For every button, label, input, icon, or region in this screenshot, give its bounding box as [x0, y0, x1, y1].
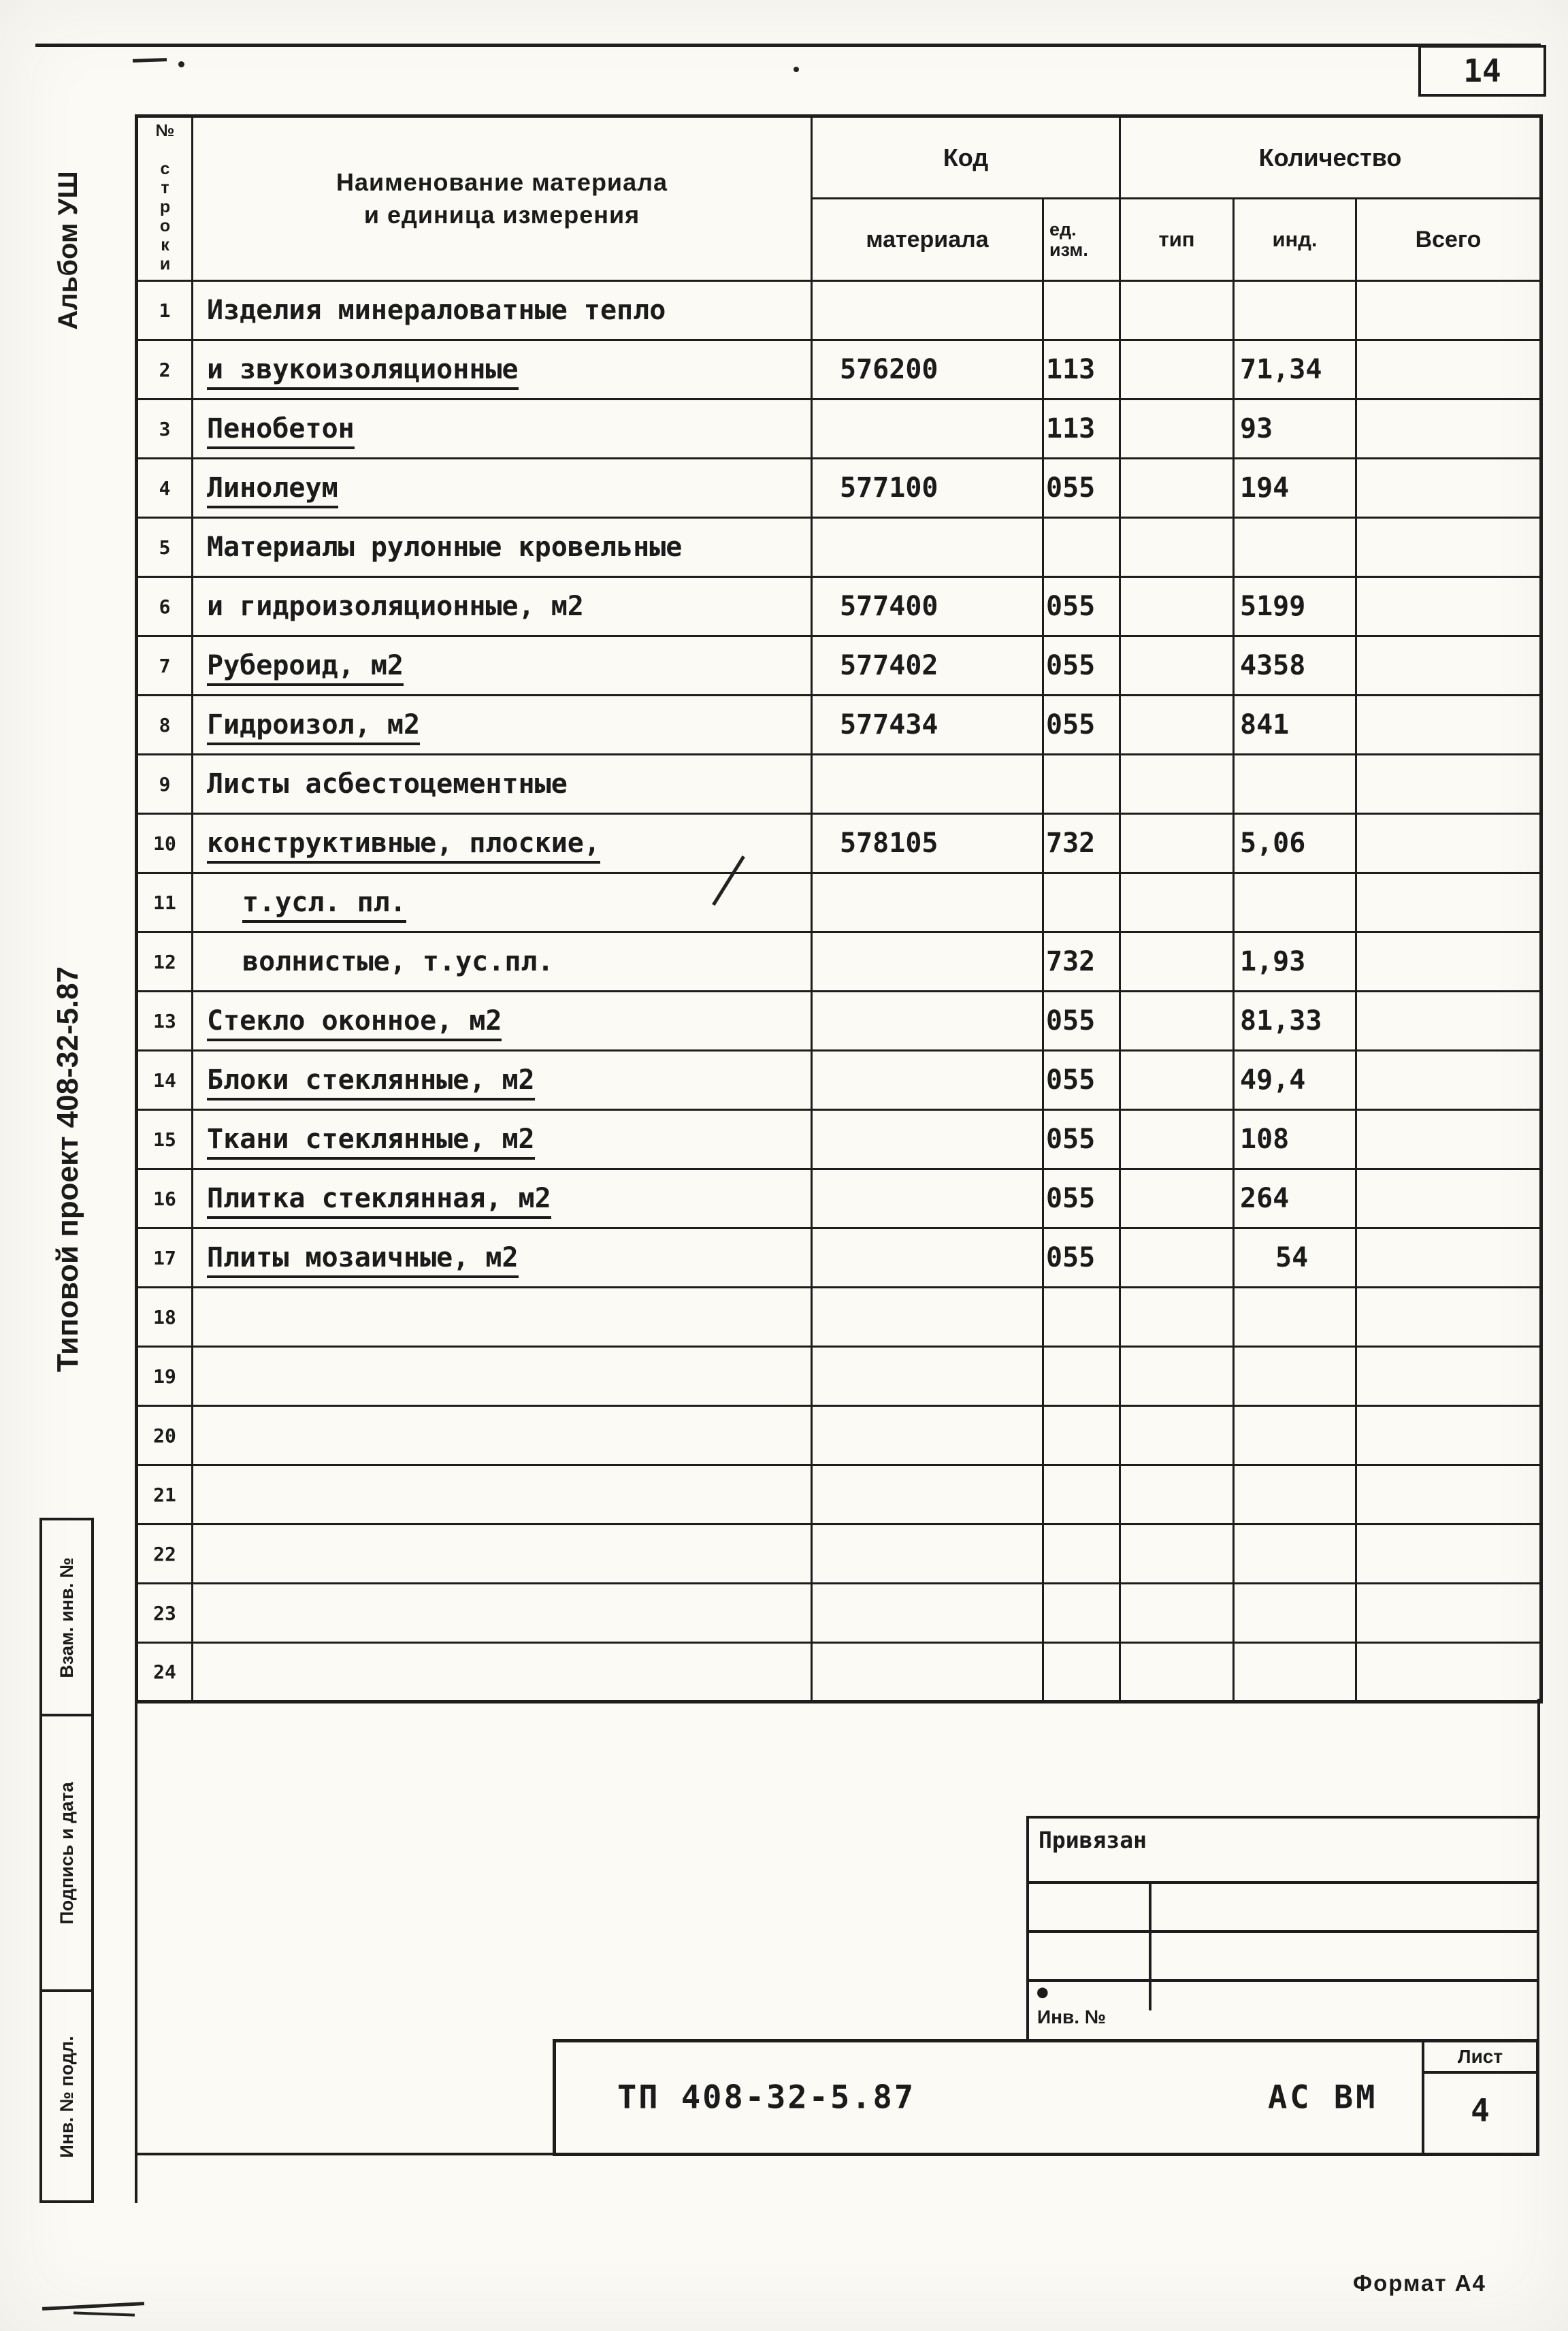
inv-no-label: Инв. № — [1037, 2006, 1107, 2027]
material-code — [812, 873, 1043, 932]
unit-code: 055 — [1043, 1228, 1120, 1288]
row-number: 14 — [137, 1051, 193, 1110]
row-number: 9 — [137, 755, 193, 814]
qty-total — [1356, 400, 1541, 459]
qty-ind: 4358 — [1234, 636, 1356, 696]
frame-line-left — [135, 1699, 137, 2203]
qty-type — [1120, 873, 1234, 932]
row-number: 17 — [137, 1228, 193, 1288]
material-name — [193, 1406, 812, 1465]
unit-code: 732 — [1043, 814, 1120, 873]
material-name-header — [193, 116, 812, 281]
material-name: Стекло оконное, м2 — [193, 992, 812, 1051]
row-number: 6 — [137, 577, 193, 636]
row-number-header-label: № строки — [155, 120, 175, 274]
qty-ind — [1234, 1465, 1356, 1525]
attachment-block — [1026, 1816, 1539, 2042]
row-number: 1 — [137, 281, 193, 340]
qty-ind — [1234, 1584, 1356, 1643]
qty-ind: 71,34 — [1234, 340, 1356, 400]
qty-type — [1120, 1643, 1234, 1702]
material-name: Листы асбестоцементные — [193, 755, 812, 814]
qty-total — [1356, 518, 1541, 577]
side-label-inv-podl: Инв. № подл. — [56, 2036, 77, 2158]
row-number: 11 — [137, 873, 193, 932]
qty-ind: 841 — [1234, 696, 1356, 755]
unit-code — [1043, 1525, 1120, 1584]
qty-total — [1356, 814, 1541, 873]
qty-type — [1120, 281, 1234, 340]
unit-code — [1043, 1347, 1120, 1406]
qty-ind — [1234, 1288, 1356, 1347]
qty-type — [1120, 814, 1234, 873]
attachment-divider — [1149, 1982, 1152, 2010]
qty-type — [1120, 518, 1234, 577]
row-number: 20 — [137, 1406, 193, 1465]
unit-code — [1043, 1643, 1120, 1702]
material-code — [812, 400, 1043, 459]
unit-code — [1043, 1584, 1120, 1643]
qty-ind — [1234, 518, 1356, 577]
qty-type — [1120, 755, 1234, 814]
material-code: 577400 — [812, 577, 1043, 636]
qty-total — [1356, 459, 1541, 518]
qty-type — [1120, 1406, 1234, 1465]
unit-code: 732 — [1043, 932, 1120, 992]
qty-total — [1356, 577, 1541, 636]
qty-type — [1120, 932, 1234, 992]
table-row — [137, 1169, 1541, 1228]
table-row — [137, 636, 1541, 696]
row-number: 18 — [137, 1288, 193, 1347]
qty-total — [1356, 755, 1541, 814]
qty-total-header: Всего — [1356, 199, 1541, 281]
material-code — [812, 755, 1043, 814]
qty-total — [1356, 636, 1541, 696]
qty-total — [1356, 1465, 1541, 1525]
material-name-header-line1: Наименование материала — [336, 168, 668, 196]
unit-code — [1043, 1288, 1120, 1347]
table-row — [137, 1584, 1541, 1643]
table-row — [137, 1110, 1541, 1169]
materials-table — [135, 114, 1543, 1704]
material-name — [193, 1643, 812, 1702]
material-name: Пенобетон — [193, 400, 812, 459]
qty-type — [1120, 340, 1234, 400]
material-name — [193, 1347, 812, 1406]
table-row — [137, 340, 1541, 400]
qty-total — [1356, 992, 1541, 1051]
material-code — [812, 1288, 1043, 1347]
material-code: 576200 — [812, 340, 1043, 400]
material-name: Материалы рулонные кровельные — [193, 518, 812, 577]
qty-ind — [1234, 1643, 1356, 1702]
row-number: 16 — [137, 1169, 193, 1228]
qty-ind: 1,93 — [1234, 932, 1356, 992]
attachment-empty-row — [1029, 1884, 1537, 1933]
row-number: 5 — [137, 518, 193, 577]
material-name: и гидроизоляционные, м2 — [193, 577, 812, 636]
qty-ind: 81,33 — [1234, 992, 1356, 1051]
unit-code: 113 — [1043, 340, 1120, 400]
unit-code — [1043, 755, 1120, 814]
row-number-header — [137, 116, 193, 281]
album-label: Альбом УШ — [52, 171, 83, 330]
table-row — [137, 459, 1541, 518]
qty-ind: 93 — [1234, 400, 1356, 459]
qty-ind — [1234, 281, 1356, 340]
table-row — [137, 1051, 1541, 1110]
unit-code: 055 — [1043, 1110, 1120, 1169]
table-row — [137, 1347, 1541, 1406]
bullet-mark: ● — [1037, 1982, 1048, 2002]
material-code — [812, 1584, 1043, 1643]
row-number: 7 — [137, 636, 193, 696]
qty-type — [1120, 1051, 1234, 1110]
table-row — [137, 1525, 1541, 1584]
qty-total — [1356, 696, 1541, 755]
qty-type — [1120, 1228, 1234, 1288]
material-code — [812, 1169, 1043, 1228]
qty-ind — [1234, 755, 1356, 814]
material-code — [812, 1525, 1043, 1584]
qty-ind — [1234, 1525, 1356, 1584]
qty-total — [1356, 1169, 1541, 1228]
material-code — [812, 1347, 1043, 1406]
attachment-divider — [1149, 1884, 1152, 1930]
table-row — [137, 1406, 1541, 1465]
table-row — [137, 755, 1541, 814]
material-code — [812, 1406, 1043, 1465]
attachment-empty-row — [1029, 1933, 1537, 1982]
table-row — [137, 518, 1541, 577]
attachment-divider — [1149, 1933, 1152, 1979]
quantity-group-header: Количество — [1120, 116, 1541, 199]
frame-line-right — [1537, 1699, 1540, 1819]
qty-type — [1120, 400, 1234, 459]
qty-ind-header: инд. — [1234, 199, 1356, 281]
row-number: 2 — [137, 340, 193, 400]
title-stamp — [553, 2039, 1539, 2156]
top-frame-line — [35, 44, 1541, 47]
row-number: 23 — [137, 1584, 193, 1643]
qty-ind: 194 — [1234, 459, 1356, 518]
code-group-header: Код — [812, 116, 1120, 199]
unit-code — [1043, 1406, 1120, 1465]
row-number: 22 — [137, 1525, 193, 1584]
attachment-inv-row — [1029, 1982, 1537, 2030]
qty-total — [1356, 932, 1541, 992]
table-row — [137, 281, 1541, 340]
qty-total — [1356, 1525, 1541, 1584]
unit-code: 055 — [1043, 636, 1120, 696]
material-code: 577402 — [812, 636, 1043, 696]
qty-total — [1356, 1110, 1541, 1169]
row-number: 24 — [137, 1643, 193, 1702]
material-name — [193, 1465, 812, 1525]
unit-code — [1043, 281, 1120, 340]
material-name: т.усл. пл. — [193, 873, 812, 932]
material-name: Плиты мозаичные, м2 — [193, 1228, 812, 1288]
row-number: 8 — [137, 696, 193, 755]
unit-header-line2: изм. — [1049, 240, 1088, 260]
qty-ind — [1234, 1406, 1356, 1465]
material-code — [812, 281, 1043, 340]
table-row — [137, 992, 1541, 1051]
material-code — [812, 1110, 1043, 1169]
qty-ind: 54 — [1234, 1228, 1356, 1288]
stamp-dept-code: АС ВМ — [1268, 2079, 1378, 2117]
scan-artifact — [74, 2311, 135, 2316]
row-number: 10 — [137, 814, 193, 873]
qty-ind: 264 — [1234, 1169, 1356, 1228]
unit-code: 055 — [1043, 1051, 1120, 1110]
material-name: Плитка стеклянная, м2 — [193, 1169, 812, 1228]
material-name: конструктивные, плоские, — [193, 814, 812, 873]
qty-type — [1120, 696, 1234, 755]
material-name: Рубероид, м2 — [193, 636, 812, 696]
table-row — [137, 814, 1541, 873]
qty-type — [1120, 1110, 1234, 1169]
unit-code — [1043, 1465, 1120, 1525]
frame-line-bottom — [135, 2153, 557, 2155]
sheet-number: 4 — [1471, 2092, 1490, 2129]
sheet-label: Лист — [1424, 2042, 1536, 2074]
qty-ind: 108 — [1234, 1110, 1356, 1169]
scan-artifact — [133, 58, 167, 63]
privyazan-label: Привязан — [1039, 1827, 1147, 1853]
qty-type-header: тип — [1120, 199, 1234, 281]
qty-ind: 5199 — [1234, 577, 1356, 636]
material-code — [812, 518, 1043, 577]
material-code — [812, 1643, 1043, 1702]
row-number: 15 — [137, 1110, 193, 1169]
sheet-column — [1422, 2042, 1536, 2153]
material-name: Блоки стеклянные, м2 — [193, 1051, 812, 1110]
material-code — [812, 1228, 1043, 1288]
table-row — [137, 577, 1541, 636]
qty-total — [1356, 281, 1541, 340]
row-number: 19 — [137, 1347, 193, 1406]
side-label-vzam-inv: Взам. инв. № — [56, 1557, 77, 1678]
material-name — [193, 1288, 812, 1347]
qty-type — [1120, 1169, 1234, 1228]
qty-ind — [1234, 1347, 1356, 1406]
scan-artifact — [42, 2302, 144, 2311]
material-code: 578105 — [812, 814, 1043, 873]
material-name — [193, 1525, 812, 1584]
qty-type — [1120, 636, 1234, 696]
material-name: Линолеум — [193, 459, 812, 518]
qty-total — [1356, 1347, 1541, 1406]
scan-artifact — [794, 67, 799, 72]
row-number: 13 — [137, 992, 193, 1051]
attachment-label-row — [1029, 1819, 1537, 1884]
stamp-doc-code: ТП 408-32-5.87 — [617, 2079, 916, 2117]
format-label: Формат А4 — [1353, 2270, 1486, 2296]
qty-ind — [1234, 873, 1356, 932]
qty-total — [1356, 1406, 1541, 1465]
unit-header — [1043, 199, 1120, 281]
side-label-podpis-data: Подпись и дата — [56, 1782, 77, 1925]
unit-code — [1043, 518, 1120, 577]
page-number-box — [1418, 45, 1546, 97]
unit-header-line1: ед. — [1049, 219, 1077, 240]
material-name: Гидроизол, м2 — [193, 696, 812, 755]
unit-code — [1043, 873, 1120, 932]
project-label: Типовой проект 408-32-5.87 — [51, 966, 84, 1373]
qty-total — [1356, 1228, 1541, 1288]
qty-type — [1120, 1525, 1234, 1584]
page-number: 14 — [1463, 52, 1501, 89]
qty-total — [1356, 1051, 1541, 1110]
scan-artifact — [178, 61, 184, 67]
material-name: волнистые, т.ус.пл. — [193, 932, 812, 992]
qty-total — [1356, 340, 1541, 400]
qty-type — [1120, 992, 1234, 1051]
material-name-header-line2: и единица измерения — [363, 201, 640, 229]
row-number: 21 — [137, 1465, 193, 1525]
material-code — [812, 1465, 1043, 1525]
table-row — [137, 932, 1541, 992]
qty-ind: 5,06 — [1234, 814, 1356, 873]
unit-code: 055 — [1043, 992, 1120, 1051]
qty-type — [1120, 1584, 1234, 1643]
row-number: 4 — [137, 459, 193, 518]
table-row — [137, 696, 1541, 755]
unit-code: 055 — [1043, 696, 1120, 755]
material-code: 577434 — [812, 696, 1043, 755]
qty-total — [1356, 1288, 1541, 1347]
qty-total — [1356, 1643, 1541, 1702]
qty-total — [1356, 873, 1541, 932]
material-name — [193, 1584, 812, 1643]
code-material-header: материала — [812, 199, 1043, 281]
unit-code: 055 — [1043, 1169, 1120, 1228]
row-number: 3 — [137, 400, 193, 459]
qty-type — [1120, 1465, 1234, 1525]
material-name: Изделия минераловатные тепло — [193, 281, 812, 340]
material-code — [812, 992, 1043, 1051]
material-code: 577100 — [812, 459, 1043, 518]
row-number: 12 — [137, 932, 193, 992]
table-row — [137, 873, 1541, 932]
unit-code: 055 — [1043, 459, 1120, 518]
material-name: Ткани стеклянные, м2 — [193, 1110, 812, 1169]
qty-type — [1120, 459, 1234, 518]
unit-code: 055 — [1043, 577, 1120, 636]
table-row — [137, 1228, 1541, 1288]
material-name: и звукоизоляционные — [193, 340, 812, 400]
material-code — [812, 932, 1043, 992]
qty-total — [1356, 1584, 1541, 1643]
material-code — [812, 1051, 1043, 1110]
qty-type — [1120, 1347, 1234, 1406]
table-row — [137, 400, 1541, 459]
qty-type — [1120, 577, 1234, 636]
unit-code: 113 — [1043, 400, 1120, 459]
qty-type — [1120, 1288, 1234, 1347]
table-row — [137, 1465, 1541, 1525]
qty-ind: 49,4 — [1234, 1051, 1356, 1110]
table-row — [137, 1288, 1541, 1347]
table-row — [137, 1643, 1541, 1702]
